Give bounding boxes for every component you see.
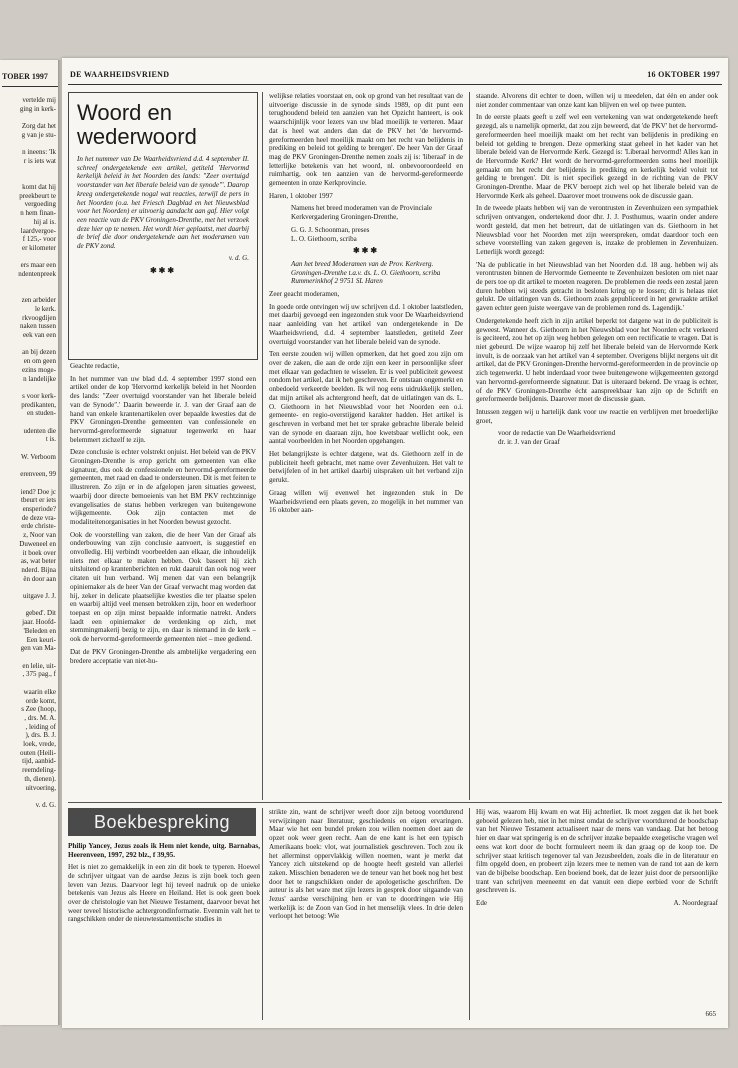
book-review-column-2 (269, 808, 463, 1020)
left-strip-line (2, 479, 56, 488)
left-strip-line: vertelde mij (22, 96, 56, 104)
book-review-column-3 (476, 808, 718, 1020)
article-paragraph: staande. Alvorens dit echter te doen, willen wij u meedelen, dat één en ander ook niet zonder commentaar van onze kant kan blijven en wel op twee punten. (476, 92, 718, 109)
left-strip-line: nderd. Bijna (21, 565, 56, 574)
left-strip-line: tijd, aanbid- (22, 757, 56, 766)
left-strip-line: r is iets wat (23, 156, 56, 165)
left-strip-line: n hem finan- (20, 209, 56, 218)
left-page-text (2, 96, 56, 810)
article-column-1 (70, 362, 256, 798)
left-strip-line: waarin elke (23, 687, 56, 696)
left-strip-line: n ineens: 'Ik (22, 148, 56, 157)
left-strip-line (2, 462, 56, 471)
article-paragraph: Zeer geacht moderamen, (269, 290, 340, 299)
left-strip-line: , 375 pag., f (22, 670, 56, 679)
column-divider-2 (469, 92, 470, 800)
left-strip-line: komt dat hij (22, 183, 56, 192)
left-strip-line: s voor kerk- (22, 391, 56, 400)
article-paragraph: In goede orde ontvingen wij uw schrijven d.d. 1 oktober laatstleden, met daarbij gevoegd een ingezonden stuk voor De Waarheidsvriend naar aanleiding van het artikel van ondergetekende in De Waarheidsvriend, d.d. 4 september laatstleden, getiteld Zeer overtuigd voorstander van het liberale beleid van de synode. (269, 302, 463, 346)
column-divider-1 (262, 92, 263, 800)
left-strip-line: orde komt, (25, 696, 56, 705)
left-strip-line: vergoeding (24, 200, 56, 209)
left-strip-line: loek, vrede, (23, 740, 56, 749)
left-header-rule (2, 86, 58, 87)
article-paragraph: In het nummer van uw blad d.d. 4 september 1997 stond een artikel onder de kop 'Hervormd kerkelijk beleid in het Noorden des lands: "Zeer overtuigd voorstander van het liberale beleid van de Synode".' Daarin beweerde ir. J. van der Graaf aan de hand van enkele krantenartikelen over bepaalde kwesties dat de PKV Groningen-Drenthe gemeenten van confessionele en hervormd-gereformeerde signatuur tegenwerkt en haar belemmert zichzelf te zijn. (70, 374, 256, 444)
left-strip-line: z, Noor van (23, 531, 56, 540)
left-strip-line (2, 792, 56, 801)
left-strip-line (2, 383, 56, 392)
article-paragraph: Ten eerste zouden wij willen opmerken, dat het goed zou zijn om over de zaken, die aan de orde zijn een keer in persoonlijke sfeer met elkaar van gedachten te wisselen. Er is veel publiciteit geweest rondom het artikel, dat ik heb geschreven. Er ontstaan ongemerkt en onbedoeld verkeerde beelden. Ik wil nog eens uidrukkelijk stellen, dat mijn artikel als achtergrond heeft, dat de uitlatingen van ds. L. O. Giethoorn in het Nieuwsblad voor het Noorden een o.i. gemeente- en regio-overstijgend karakter hadden. Het artikel is geschreven in verband met het ter sprake gebrachte liberale beleid van de synode en daaraan zijn, hoe kwetsbaar wellicht ook, een aantal voorbeelden in het Noorden opgehangen. (269, 350, 463, 446)
book-review-banner: Boekbespreking (68, 808, 256, 836)
left-strip-line: th, dienen). (24, 774, 56, 783)
book-review-column-1 (68, 842, 260, 1022)
article-paragraph: Namens het breed moderamen van de Provinciale Kerkvergadering Groningen-Drenthe, (291, 204, 433, 222)
article-title-box (68, 92, 258, 360)
left-strip-line (2, 601, 56, 610)
left-strip-line: en studen- (27, 409, 56, 418)
article-paragraph: Graag willen wij evenwel het ingezonden stuk in De Waarheidsvriend een plaats geven, zo mogelijk in het nummer van 16 oktober aan- (269, 488, 463, 515)
left-strip-line (2, 653, 56, 662)
left-strip-line: jaar. Hoofd- (22, 618, 56, 627)
article-paragraph: ✱✱✱ (352, 246, 380, 256)
article-paragraph: welijkse relaties voorstaat en, ook op grond van het resultaat van de uitvoerige discussie in de synode sinds 1989, op dit punt een terughoudend beleid ten aanzien van het Opzicht hanteert, is ook waarschijnlijk voor lezers van uw blad moeilijk te verteren. Maar dat is heel wat anders dan dat de PKV het 'de hervormd-gereformeerden heel moeilijk maakt om het recht van belijdenis in prediking en beleid tot gelding te brengen'. De heer Van der Graaf mag de PKV Groningen-Drenthe nemen zoals zij is: 'liberaal' in de letterlijke betekenis van het woord, nl. onbevooroordeeld en ruimhartig, ook ten aanzien van de hervormd-gereformeerde gemeenten in onze Kerkprovincie. (269, 92, 463, 188)
left-strip-line (2, 279, 56, 288)
book-review-signature (476, 899, 718, 908)
left-strip-line (2, 418, 56, 427)
article-intro: In het nummer van De Waarheidsvriend d.d. 4 september II. schreef ondergetekende een artikel, getiteld 'Hervormd kerkelijk beleid in het Noorden des lands: "Zeer overtuigd voorstander van het liberale beleid van de synode"'. Daarop kreeg ondergetekende nogal wat reacties, terwijl de pers in het Noorden (o.a. het Friesch Dagblad en het Nieuwsblad voor het Noorden) er uitvoerig aandacht aan gaf. Hier volgt een reactie van de PKV Groningen-Drenthe, met het verzoek deze hier op te nemen. Het wordt hier geplaatst, met daarbij de brief die door ondergetekende aan het moderamen van de PKV zond. (77, 155, 249, 251)
left-strip-line: uitvoering, (25, 783, 56, 792)
header-date: 16 OKTOBER 1997 (647, 70, 720, 79)
article-paragraph: Ondergetekende heeft zich in zijn artikel beperkt tot datgene wat in de publiciteit is geweest. Wanneer ds. Giethoorn in het Nieuwsblad voor het Noorden echt verkeerd is geciteerd, zou het op zijn weg hebben gelegen om een rectificatie te vragen. Dat is niet gebeurd. De wijze waarop hij zelf het liberale beleid van de Hervormde Kerk invult, is de oorzaak van het artikel van 4 september. Overigens blijkt nergens uit dit artikel, dat de PKV Groningen-Drenthe hervormd-gereformeerden in de provincie op zich tegenwerkt. U hebt inderdaad voor twee buitengewone wijkgemeenten gezorgd van hervormd-gereformeerde signatuur. Dat is uiteraard bekend. De vraag is echter, of de PKV Groningen-Drenthe écht aanspreekbaar kan zijn op de Schrift en gereformeerde belijdenis. Daarover moet de discussie gaan. (476, 316, 718, 404)
article-paragraph: Dat de PKV Groningen-Drenthe als ambtelijke vergadering een bredere acceptatie van niet-hu- (70, 647, 256, 665)
left-strip-line: outen (Heili- (20, 748, 56, 757)
left-strip-line: Een keuri- (26, 635, 56, 644)
left-strip-line: , leiding of (25, 722, 56, 731)
article-paragraph: In de eerste plaats geeft u zelf wel een vertekening van wat ondergetekende heeft gezegd, als u namelijk opmerkt, dat zou zijn beweerd, dat 'de PKV' het de hervormd-gereformeerden heel moeilijk maakt om het recht van belijdenis in prediking en beleid tot gelding te brengen. Deze opmerking staat geheel in het kader van het liberale beleid van de Hervormde Kerk. Gezegd is: 'Liberaal hervormd! Alles kan in de Hervormde Kerk? Het wordt de hervormd-gereformeerden soms heel moeilijk gemaakt om het recht der belijdenis in prediking en kerkelijk beleid voluit tot gelding te brengen'. Dit is niet specifiek gezegd in de richting van de PKV Groningen-Drenthe. Maar de PKV beroept zich wel op het liberale beleid van de Hervormde Kerk als geheel. Daarover moet trouwens ook de discussie gaan. (476, 113, 718, 200)
header-rule (68, 84, 722, 85)
left-strip-line: gen van Ma- (20, 644, 56, 653)
article-paragraph: Haren, 1 oktober 1997 (269, 191, 333, 200)
intro-signature: v. d. G. (228, 253, 249, 262)
book-title: Philip Yancey, Jezus zoals ik Hem niet kende, uitg. Barnabas, Heerenveen, 1997, 292 blz., f 39,95. (68, 842, 260, 859)
left-strip-line: s Zee (hoop, (21, 705, 56, 714)
left-strip-line: W. Verboom (21, 452, 56, 461)
left-strip-line: g van je stu- (21, 130, 56, 139)
left-strip-line: iend? Doe jc (20, 487, 56, 496)
left-strip-line: uitgave J. J. (22, 592, 56, 601)
left-strip-line (2, 679, 56, 688)
article-paragraph: Intussen zeggen wij u hartelijk dank voor uw reactie en verblijven met broederlijke groet, (476, 407, 718, 425)
header-publication: DE WAARHEIDSVRIEND (70, 70, 170, 79)
article-column-2 (269, 92, 463, 798)
left-strip-line: predikanten, (21, 400, 56, 409)
left-strip-line: f 125,- voor (22, 235, 56, 244)
left-strip-line: naken tussen (20, 322, 56, 331)
left-strip-line (2, 140, 56, 149)
article-paragraph: 'Na de publicatie in het Nieuwsblad van het Noorden d.d. 18 aug. hebben wij als verontrusten binnen de Hervormde Gemeente te Zevenhuizen besloten om niet naar de pers toe op dit artikel te moeten reageren. De problemen die reeds een zestal jaren duren hebben wij steeds getracht in besloten kring op te lossen; dit is helaas niet gelukt. De uitlatingen van ds. Giethoorn zoals gepubliceerd in het gewraakte artikel gaven echter geen juiste weergave van de problemen rond ds. Lagendijk.' (476, 260, 718, 313)
page-number: 665 (705, 1010, 716, 1018)
article-paragraph: G. G. J. Schoonman, preses L. O. Giethoorn, scriba (291, 225, 370, 243)
section-divider (68, 802, 722, 803)
left-strip-line: le kerk. (35, 304, 56, 313)
left-strip-line: as, wat beter (20, 557, 56, 566)
left-page-fragment (0, 60, 58, 1025)
left-strip-line: gebed'. Dit (25, 609, 56, 618)
book-review-text-3: Hij was, waarom Hij kwam en wat Hij achterliet. Ik moet zeggen dat ik het boek geboeid gelezen heb, niet in het minst omdat de schrijver voortdurend de boodschap van het Nieuwe Testament actualiseert naar de mens van vandaag. Dat het betoog hier en daar wat springerig is en de schrijver inzake bepaalde exegetische vragen wel eens wat kort door de bocht formuleert neem ik dan graag op de koop toe. De schrijver staat kritisch tegenover tal van Jezusbeelden, zoals die in de literatuur en film opgeld doen, en probeert zijn lezers mee te nemen van de rand tot aan de kern van de bijbelse boodschap. Een boeiend boek, dat de lezer juist door de persoonlijke trant van schrijven meeneemt en dat vanuit een diepe eerbied voor de Schrift geschreven is. (476, 808, 718, 895)
left-strip-line (2, 174, 56, 183)
column-divider-4 (469, 808, 470, 1020)
article-title: Woord en wederwoord (77, 100, 197, 149)
left-strip-line: en lelie, uit- (22, 661, 56, 670)
article-paragraph: voor de redactie van De Waarheidsvriend dr. ir. J. van der Graaf (498, 429, 616, 447)
left-strip-line (2, 253, 56, 262)
article-paragraph: Het belangrijkste is echter datgene, wat ds. Giethoorn zelf in de publiciteit heeft gebracht, met name over Zevenhuizen. Het valt te betwijfelen of in het artikel daarbij uitspraken uit het verband zijn gerukt. (269, 450, 463, 485)
left-strip-line: ën door aan (23, 574, 56, 583)
left-strip-line: de deze vra- (21, 513, 56, 522)
left-strip-line: v. d. G. (35, 800, 56, 809)
left-strip-line: eek van een (22, 330, 56, 339)
left-strip-line: erenveen, 99 (20, 470, 56, 479)
article-paragraph: Geachte redactie, (70, 362, 120, 370)
article-paragraph: Aan het breed Moderamen van de Prov. Kerkverg. Groningen-Drenthe t.a.v. ds. L. O. Giethoorn, scriba Rummerinkhof 2 9751 SL Haren (291, 259, 441, 286)
reviewer-name: A. Noordegraaf (673, 899, 718, 908)
left-strip-line: en om geen (23, 357, 56, 366)
left-page-header: TOBER 1997 (2, 72, 48, 81)
reviewer-place: Ede (476, 899, 488, 908)
main-page (62, 58, 728, 1028)
left-strip-line (2, 113, 56, 122)
left-strip-line: it boek over (22, 548, 56, 557)
left-strip-line: Duweneel en (19, 539, 56, 548)
left-strip-line: ging in kerk- (19, 104, 56, 113)
left-strip-line: ), drs. B. J. (25, 731, 56, 740)
left-strip-line: Zorg dat het (21, 122, 56, 131)
left-strip-line: udenten die (23, 426, 56, 435)
book-review-text-2: strikte zin, want de schrijver weeft door zijn betoog voortdurend verwijzingen naar literatuur, geschiedenis en eigen ervaringen. Maar wie het een bundel preken zou willen noemen doet aan de opzet ook weer geen recht. Aan de ene kant is het een typisch Amerikaans boek: vlot, wat journalistiek geschreven. Toch zou ik het allerminst oppervlakkig willen noemen, want je merkt dat Yancey zich uitstekend op de hoogte heeft gesteld van allerlei zaken. Misschien benaderen we de teneur van het boek nog het best door het te rangschikken onder de apologetische geschriften. De auteur is als het ware met zijn lezers in gesprek door uitgaande van Jezus' aardse verschijning hen er van te doordringen wie Hij werkelijk is: de Zoon van God in het menselijk vlees. In drie delen verloopt het betoog: Wie (269, 808, 463, 921)
left-strip-line: erde christe- (21, 522, 56, 531)
left-strip-line: t is. (45, 435, 56, 444)
article-paragraph: In de tweede plaats hebben wij van de verontrusten in Zevenhuizen een sympathiek schrijven ontvangen, ondertekend door dhr. J. J. Posthumus, waarin onder andere wordt gesteld, dat men het betreurt, dat de uitlatingen van ds. Giethoorn in het Nieuwsblad voor het Noorden met zijn weerspreken, omdat daardoor toch een scheve voorstelling van zaken gegeven is, inzake de problemen in Zevenhuizen. Letterlijk wordt gezegd: (476, 204, 718, 256)
left-strip-line: ers maar een (20, 261, 56, 270)
left-strip-line: zen arbeider (21, 296, 56, 305)
left-strip-line (2, 444, 56, 453)
left-strip-line: tbeurt er iets (21, 496, 56, 505)
article-paragraph: Deze conclusie is echter volstrekt onjuist. Het beleid van de PKV Groningen-Drenthe is erop gericht om gemeenten van elke signatuur, dus ook de confessionele en hervormd-gereformeerde gemeenten, met raad en daad te ondersteunen. Dit is met feiten te illustreren. Zo zijn er in de afgelopen jaren situaties geweest, waarbij door directe bemoeienis van het BM PKV rechtzinnige evangelisaties de status hebben verkregen van buitengewone wijkgemeente. Ook zijn contacten met de modaliteitenorganisaties in het Noorden bewust gezocht. (70, 448, 256, 526)
book-review-text-1: Het is niet zo gemakkelijk in een zin dit boek te typeren. Hoewel de schrijver uitgaat van de aardse Jezus is zijn boek toch geen leven van Jezus. Daarvoor legt hij teveel nadruk op de unieke betekenis van Jezus als Heere en Heiland. Het is ook geen boek over de christologie van het Nieuwe Testament, daarvoor bevat het weer teveel historische achtergrondinformatie. Evenmin valt het te rangschikken onder de nieuwtestamentische studies in (68, 863, 260, 924)
left-strip-line (2, 287, 56, 296)
left-strip-line: reemdeling- (22, 766, 56, 775)
stars-separator: ✱✱✱ (149, 266, 177, 276)
left-strip-line: rkvoogdijen (22, 313, 56, 322)
left-strip-line (2, 583, 56, 592)
left-strip-line: hij al is. (33, 217, 56, 226)
left-strip-line: er kilometer (21, 243, 56, 252)
left-strip-line: n landelijke (23, 374, 56, 383)
left-strip-line: preekbeurt te (19, 191, 56, 200)
left-strip-line: an bij dezen (22, 348, 56, 357)
left-strip-line: , drs. M. A. (24, 713, 56, 722)
article-paragraph: Ook de voorstelling van zaken, die de heer Van der Graaf als onderbouwing van zijn conclusie aanvoert, is suggestief en onvolledig. Hij verbindt voorbeelden aan elkaar, die inhoudelijk niets met elkaar te maken hebben. Ook baseert hij zich uitsluitend op krantenberichten en rukt daaruit dan ook nog weer citaten uit hun verband. Wij menen dat van een belangrijk opiniemaker als de heer Van der Graaf verwacht mag worden dat hij, zeker in delicate plaatselijke kwesties die ter plaatse spelen en waarbij altijd veel mensen betrokken zijn, hoor en wederhoor toepast en op zijn minst bepaalde informatie natrekt. Anders laadt een opiniemaker de verdenking op zich, met stemmingmakerij bezig te zijn, en daar is niemand in de kerk – ook de hervormd-gereformeerde gemeenten niet – mee gediend. (70, 530, 256, 644)
left-strip-line: ezins moge- (21, 365, 56, 374)
left-strip-line (2, 166, 56, 175)
column-divider-3 (262, 808, 263, 1020)
left-strip-line (2, 340, 56, 349)
left-strip-line: ensperiode? (22, 505, 56, 514)
left-strip-line: laardvergoe- (20, 226, 56, 235)
left-strip-line: 'Beleden en (23, 626, 56, 635)
left-strip-line: ndentenpreek (18, 270, 56, 279)
article-column-3 (476, 92, 718, 798)
